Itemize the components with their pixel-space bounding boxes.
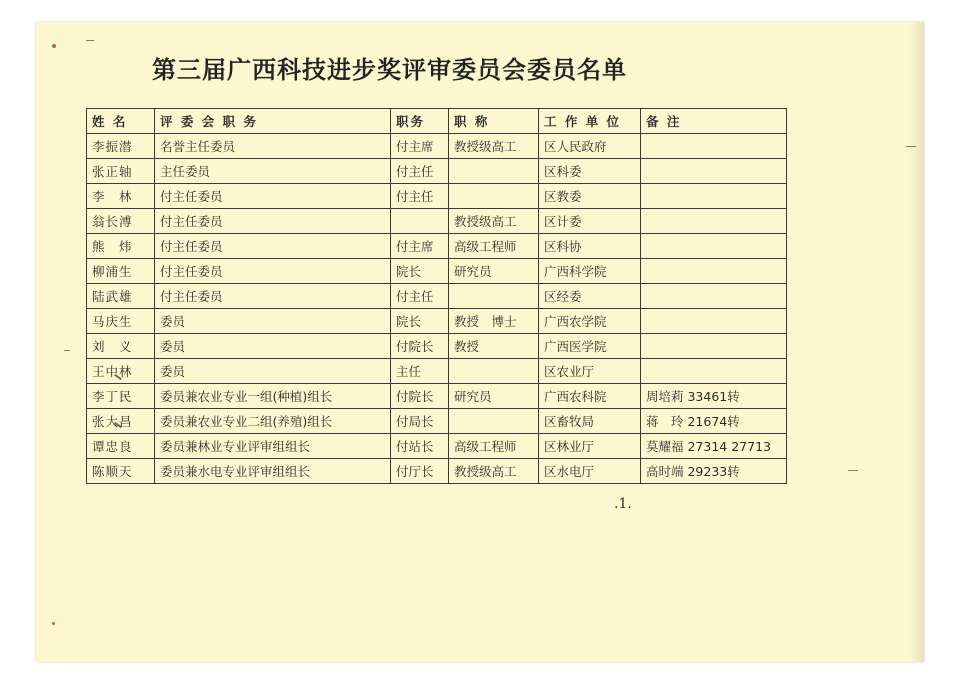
post: 院长: [391, 259, 449, 284]
committee-role: 委员: [155, 359, 391, 384]
column-header-work-unit: 工 作 单 位: [539, 109, 641, 134]
committee-role: 付主任委员: [155, 284, 391, 309]
table-header-row: [87, 109, 787, 134]
table-row: [87, 334, 787, 359]
committee-role: 付主任委员: [155, 209, 391, 234]
scan-mark: [86, 40, 94, 41]
professional-title: [449, 159, 539, 184]
table-row: [87, 134, 787, 159]
member-name: 翁长溥: [87, 209, 155, 234]
committee-role: 委员: [155, 334, 391, 359]
work-unit: 区经委: [539, 284, 641, 309]
table-row: [87, 384, 787, 409]
committee-role: 付主任委员: [155, 234, 391, 259]
professional-title: 教授 博士: [449, 309, 539, 334]
post: 付主任: [391, 284, 449, 309]
professional-title: [449, 184, 539, 209]
column-header-professional-title: 职 称: [449, 109, 539, 134]
post: 付主席: [391, 134, 449, 159]
committee-role: 委员: [155, 309, 391, 334]
work-unit: 区教委: [539, 184, 641, 209]
remarks: [641, 234, 787, 259]
member-name: 柳浦生: [87, 259, 155, 284]
professional-title: [449, 409, 539, 434]
member-name: 谭忠良: [87, 434, 155, 459]
committee-role: 委员兼林业专业评审组组长: [155, 434, 391, 459]
post: 主任: [391, 359, 449, 384]
table-row: [87, 359, 787, 384]
post: 付院长: [391, 334, 449, 359]
professional-title: 教授级高工: [449, 459, 539, 484]
post: 付院长: [391, 384, 449, 409]
committee-role: 付主任委员: [155, 259, 391, 284]
member-name: 王中林: [87, 359, 155, 384]
paper-right-edge-shadow: [910, 22, 924, 662]
post: 付站长: [391, 434, 449, 459]
work-unit: 区水电厅: [539, 459, 641, 484]
member-name: 李 林: [87, 184, 155, 209]
professional-title: 教授级高工: [449, 209, 539, 234]
member-name: 陆武雄: [87, 284, 155, 309]
remarks: 周培莉 33461转: [641, 384, 787, 409]
remarks: [641, 159, 787, 184]
table-row: [87, 409, 787, 434]
table-row: [87, 459, 787, 484]
post: 付厅长: [391, 459, 449, 484]
table-row: [87, 209, 787, 234]
work-unit: 广西科学院: [539, 259, 641, 284]
member-name: 熊 炜: [87, 234, 155, 259]
committee-role: 付主任委员: [155, 184, 391, 209]
committee-role: 委员兼农业专业一组(种植)组长: [155, 384, 391, 409]
member-name: 陈顺天: [87, 459, 155, 484]
ink-speck: [52, 622, 55, 625]
table-row: [87, 259, 787, 284]
professional-title: [449, 359, 539, 384]
scan-mark: [64, 350, 70, 351]
page-number: .1.: [614, 496, 632, 512]
ink-speck: [52, 44, 56, 48]
document-title: 第三届广西科技进步奖评审委员会委员名单: [152, 56, 627, 84]
member-name: 张正轴: [87, 159, 155, 184]
remarks: [641, 284, 787, 309]
scan-mark: [848, 470, 858, 471]
post: 付局长: [391, 409, 449, 434]
committee-role: 委员兼水电专业评审组组长: [155, 459, 391, 484]
member-name: 马庆生: [87, 309, 155, 334]
member-name: 李丁民: [87, 384, 155, 409]
table-row: [87, 234, 787, 259]
column-header-remarks: 备 注: [641, 109, 787, 134]
professional-title: 高级工程师: [449, 234, 539, 259]
work-unit: 区科委: [539, 159, 641, 184]
remarks: [641, 334, 787, 359]
post: [391, 209, 449, 234]
remarks: [641, 209, 787, 234]
remarks: [641, 359, 787, 384]
column-header-name: 姓 名: [87, 109, 155, 134]
member-name: 张大昌: [87, 409, 155, 434]
table-row: [87, 184, 787, 209]
committee-role: 主任委员: [155, 159, 391, 184]
professional-title: 研究员: [449, 384, 539, 409]
post: 付主任: [391, 184, 449, 209]
professional-title: [449, 284, 539, 309]
remarks: [641, 259, 787, 284]
table-row: [87, 284, 787, 309]
table-row: [87, 309, 787, 334]
professional-title: 研究员: [449, 259, 539, 284]
work-unit: 广西农科院: [539, 384, 641, 409]
professional-title: 教授: [449, 334, 539, 359]
remarks: 高时端 29233转: [641, 459, 787, 484]
scan-mark: [906, 146, 916, 147]
remarks: [641, 309, 787, 334]
work-unit: 区计委: [539, 209, 641, 234]
post: 付主任: [391, 159, 449, 184]
professional-title: 教授级高工: [449, 134, 539, 159]
column-header-committee-role: 评 委 会 职 务: [155, 109, 391, 134]
committee-role: 名誉主任委员: [155, 134, 391, 159]
work-unit: 广西医学院: [539, 334, 641, 359]
professional-title: 高级工程师: [449, 434, 539, 459]
remarks: [641, 134, 787, 159]
remarks: 莫耀福 27314 27713: [641, 434, 787, 459]
work-unit: 区农业厅: [539, 359, 641, 384]
work-unit: 区畜牧局: [539, 409, 641, 434]
post: 院长: [391, 309, 449, 334]
work-unit: 区科协: [539, 234, 641, 259]
work-unit: 区人民政府: [539, 134, 641, 159]
committee-role: 委员兼农业专业二组(养殖)组长: [155, 409, 391, 434]
work-unit: 广西农学院: [539, 309, 641, 334]
member-name: 李振潜: [87, 134, 155, 159]
table-row: [87, 434, 787, 459]
remarks: 蒋 玲 21674转: [641, 409, 787, 434]
table-row: [87, 159, 787, 184]
work-unit: 区林业厅: [539, 434, 641, 459]
committee-members-table: [86, 108, 787, 484]
remarks: [641, 184, 787, 209]
post: 付主席: [391, 234, 449, 259]
member-name: 刘 义: [87, 334, 155, 359]
column-header-post: 职务: [391, 109, 449, 134]
